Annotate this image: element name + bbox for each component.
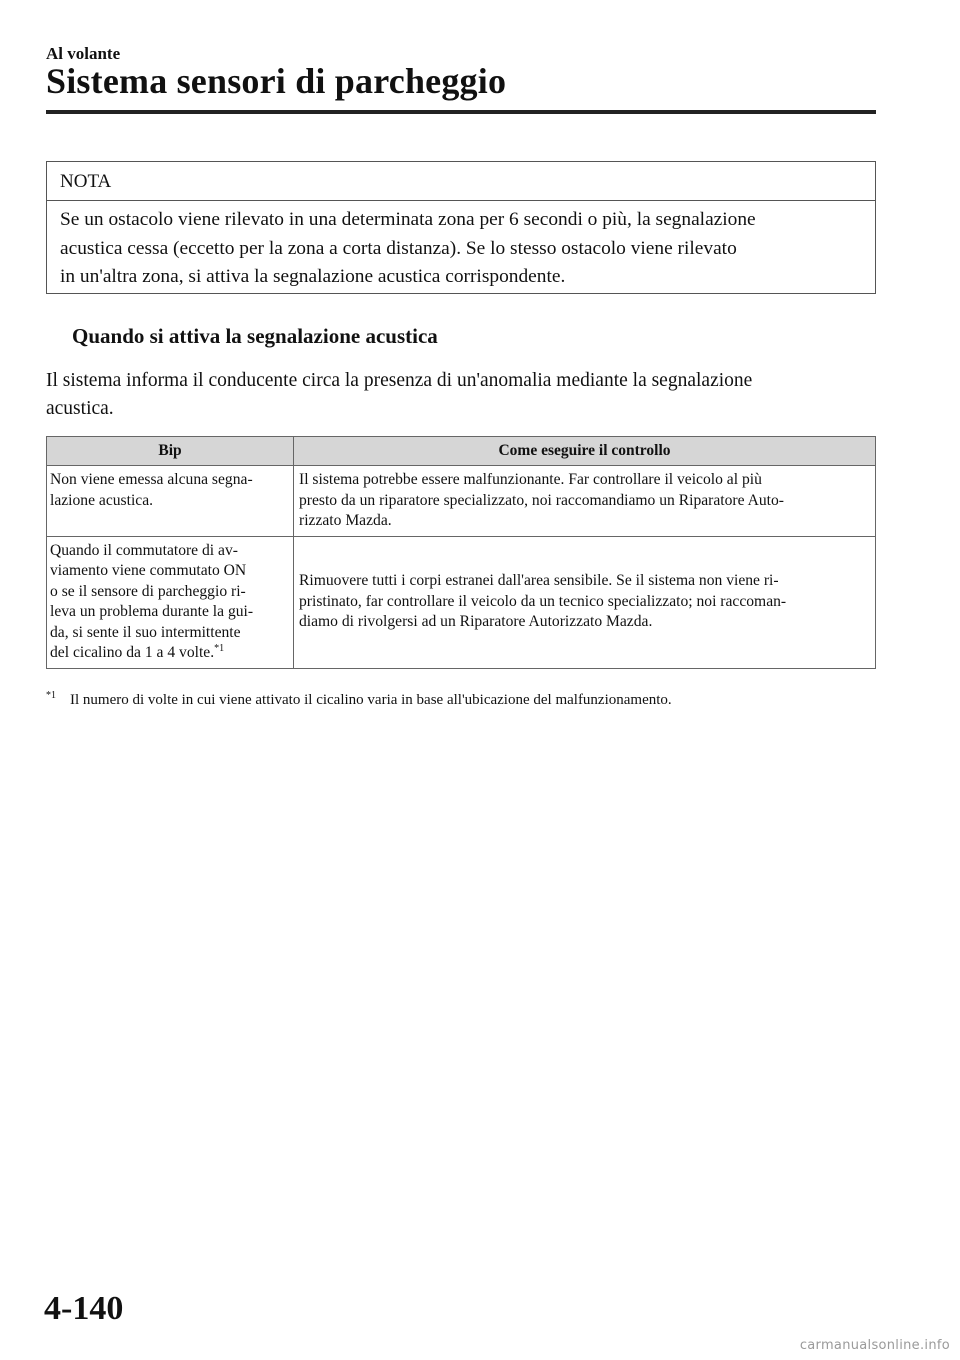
page-number: 4-140 — [44, 1290, 124, 1327]
bip-line: Quando il commutatore di av- — [50, 541, 238, 559]
check-line: presto da un riparatore specializzato, noi raccomandiamo un Riparatore Auto- — [299, 491, 784, 509]
table-row — [47, 466, 876, 537]
check-line: diamo di rivolgersi ad un Riparatore Autorizzato Mazda. — [299, 613, 653, 631]
bip-line: Non viene emessa alcuna segna- — [50, 471, 253, 488]
diagnostic-table — [46, 436, 876, 669]
chapter-label: Al volante — [46, 44, 121, 63]
check-cell — [294, 466, 876, 537]
note-body — [47, 201, 875, 292]
table-header-row — [47, 437, 876, 466]
footnote-ref: *1 — [214, 642, 225, 654]
bip-cell — [47, 466, 294, 537]
bip-line: o se il sensore di parcheggio ri- — [50, 582, 246, 600]
note-heading: NOTA — [47, 162, 875, 201]
bip-line: lazione acustica. — [50, 491, 154, 509]
table-row — [47, 536, 876, 668]
bip-line: leva un problema durante la gui- — [50, 603, 254, 620]
check-cell — [294, 536, 876, 668]
page-title: Sistema sensori di parcheggio — [46, 61, 507, 101]
check-line: Il sistema potrebbe essere malfunzionante. Far controllare il veicolo al più — [299, 471, 762, 488]
section-heading: Quando si attiva la segnalazione acustica — [72, 324, 438, 348]
bip-line-text: del cicalino da 1 a 4 volte. — [50, 644, 215, 661]
note-line: Se un ostacolo viene rilevato in una determinata zona per 6 secondi o più, la segnalazione — [60, 209, 756, 230]
header-bip: Bip — [47, 437, 294, 466]
note-box — [46, 161, 876, 294]
bip-cell — [47, 536, 294, 668]
intro-line: acustica. — [46, 398, 114, 419]
note-line: in un'altra zona, si attiva la segnalazione acustica corrispondente. — [60, 266, 566, 287]
header-check: Come eseguire il controllo — [294, 437, 876, 466]
check-line: rizzato Mazda. — [299, 512, 392, 529]
footnote-text: Il numero di volte in cui viene attivato il cicalino varia in base all'ubicazione del malfunzionamento. — [70, 692, 672, 708]
intro-line: Il sistema informa il conducente circa la presenza di un'anomalia mediante la segnalazione — [46, 370, 753, 391]
check-line: pristinato, far controllare il veicolo da un tecnico specializzato; noi raccoman- — [299, 592, 787, 610]
bip-line: da, si sente il suo intermittente — [50, 623, 241, 641]
note-line: acustica cessa (eccetto per la zona a corta distanza). Se lo stesso ostacolo viene rilevato — [60, 237, 737, 259]
section-intro — [46, 367, 876, 423]
footnote-marker: *1 — [46, 690, 56, 701]
watermark: carmanualsonline.info — [799, 1338, 950, 1353]
title-underline — [46, 110, 876, 114]
bip-line-last — [50, 643, 290, 664]
bip-line: viamento viene commutato ON — [50, 562, 247, 579]
footnote — [46, 690, 876, 710]
check-line: Rimuovere tutti i corpi estranei dall'area sensibile. Se il sistema non viene ri- — [299, 572, 779, 590]
